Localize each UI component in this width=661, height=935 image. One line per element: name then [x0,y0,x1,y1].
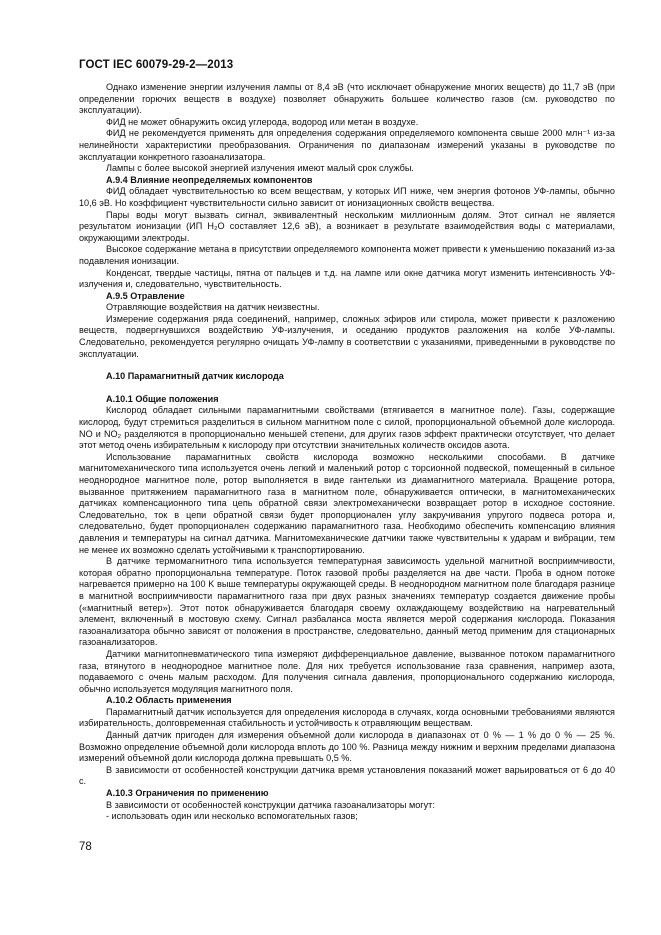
paragraph: Измерение содержания ряда соединений, например, сложных эфиров или стирола, может привести к разложению веществ, подвергнувшихся воздействию УФ-излучения, и оседанию продуктов разложения на колбе УФ-лампы. Следовательно, рекомендуется регулярно очищать УФ-лампу в соответствии с указаниями, приведенными в руководстве по эксплуатации. [79,313,615,359]
paragraph: Данный датчик пригоден для измерения объемной доли кислорода в диапазонах от 0 % — 1 % до 0 % — 25 %. Возможно определение объемной доли кислорода вплоть до 100 %. Разница между нижним и верхним пределами диапазона измерений объемной доли кислорода должна превышать 0,5 %. [79,730,615,764]
paragraph: Высокое содержание метана в присутствии определяемого компонента может привести к уменьшению показаний из-за подавления ионизации. [79,244,615,266]
section-heading: А.9.5 Отравление [106,290,185,301]
paragraph: ФИД обладает чувствительностью ко всем веществам, у которых ИП ниже, чем энергия фотонов УФ-лампы, обычно 10,6 эВ. Но коэффициент чувствительности сильно зависит от ионизационных свойств вещества. [79,186,615,208]
document-header: ГОСТ IEC 60079-29-2—2013 [79,59,234,71]
paragraph: ФИД не может обнаружить оксид углерода, водород или метан в воздухе. [106,116,419,127]
paragraph: Отравляющие воздействия на датчик неизвестны. [106,302,320,313]
list-item: - использовать один или несколько вспомогательных газов; [106,811,358,822]
paragraph: В зависимости от особенностей конструкции датчика время установления показаний может варьироваться от 6 до 40 с. [79,764,615,787]
section-heading: А.9.4 Влияние неопределяемых компонентов [106,174,313,185]
page-number: 78 [79,841,92,853]
paragraph: Датчики магнитопневматического типа измеряют дифференциальное давление, вызванное потоком парамагнитного газа, втянутого в неоднородное магнитное поле. Для них требуется использование газа сравнения, например азота, подаваемого с очень малым расходом. Для получения сигнала давления, пропорционального содержанию кислорода, обычно используется модуляция магнитного поля. [79,648,615,694]
paragraph: Парамагнитный датчик используется для определения кислорода в случаях, когда основными требованиями являются избирательность, долговременная стабильность и устойчивость к отравляющим веществам. [79,706,615,729]
document-body [79,82,615,823]
paragraph: Лампы с более высокой энергией излучения имеют малый срок службы. [106,163,414,174]
paragraph: В зависимости от особенностей конструкции датчика газоанализаторы могут: [106,799,435,810]
paragraph: ФИД не рекомендуется применять для определения содержания определяемого компонента свыше 2000 млн⁻¹ из-за нелинейности характеристики преобразования. Ограничения по диапазонам измерений указаны в руководстве по эксплуатации конкретного газоанализатора. [79,128,615,162]
paragraph: Конденсат, твердые частицы, пятна от пальцев и т.д. на лампе или окне датчика могут изменить интенсивность УФ-излучения и, следовательно, чувствительность. [79,267,615,290]
paragraph: Однако изменение энергии излучения лампы от 8,4 эВ (что исключает обнаружение многих веществ) до 11,7 эВ (при определении горючих веществ в воздухе) позволяет обнаружить большее количество газов (см. руководство по эксплуатации). [79,82,615,116]
section-heading: А.10.2 Область применения [106,695,232,706]
section-heading: А.10 Парамагнитный датчик кислорода [106,371,284,382]
paragraph: Пары воды могут вызвать сигнал, эквивалентный нескольким миллионным долям. Этот сигнал не является результатом ионизации (ИП H₂O составляет 12,6 эВ), а возникает в результате взаимодействия воды с материалами, окружающими электроды. [79,209,615,243]
paragraph: Использование парамагнитных свойств кислорода возможно несколькими способами. В датчике магнитомеханического типа используется очень легкий и маленький ротор с торсионной подвеской, помещенный в сильное неоднородное магнитное поле, ротор выполняется в виде гантельки из диамагнитного материала. Вращение ротора, вызванное притяжением парамагнитного газа в магнитном поле, обнаруживается оптически, в магнитомеханических датчиках компенсационного типа цепь обратной связи электромеханически возвращает ротор в исходное состояние. Следовательно, ток в цепи обратной связи будет пропорционален углу закручивания упругого подвеса ротора и, следовательно, будет пропорционален содержанию парамагнитного газа. Необходимо обеспечить компенсацию влияния давления и температуры на сигнал датчика. Магнитомеханические датчики также чувствительны к ударам и вибрации, тем не менее их возможно сделать устойчивыми к транспортированию. [79,451,615,555]
section-heading: А.10.1 Общие положения [106,393,219,404]
paragraph: Кислород обладает сильными парамагнитными свойствами (втягивается в магнитное поле). Газы, содержащие кислород, будут стремиться разделиться в сильном магнитном поле с силой, пропорциональной объемной доле кислорода. NO и NO₂ разделяются в пропорционально меньшей степени, для других газов эффект практически отсутствует, что делает этот метод очень избирательным к кислороду при отсутствии значительных количеств оксидов азота. [79,405,615,451]
section-heading: А.10.3 Ограничения по применению [106,788,269,799]
paragraph: В датчике термомагнитного типа используется температурная зависимость удельной магнитной восприимчивости, которая обратно пропорциональна температуре. Поток газовой пробы разделяется на две части. Проба в одном потоке нагревается примерно на 100 K выше температуры окружающей среды. В неоднородном магнитном поле благодаря разнице в магнитной восприимчивости парамагнитного газа при двух разных значениях температур создается движение пробы («магнитный ветер»). Этот поток обнаруживается благодаря своему охлаждающему воздействию на нагревательный элемент, включенный в мостовую схему. Сигнал разбаланса моста является мерой содержания кислорода. Показания газоанализатора обычно зависят от положения в пространстве, следовательно, данный метод применим для стационарных газоанализаторов. [79,556,615,648]
